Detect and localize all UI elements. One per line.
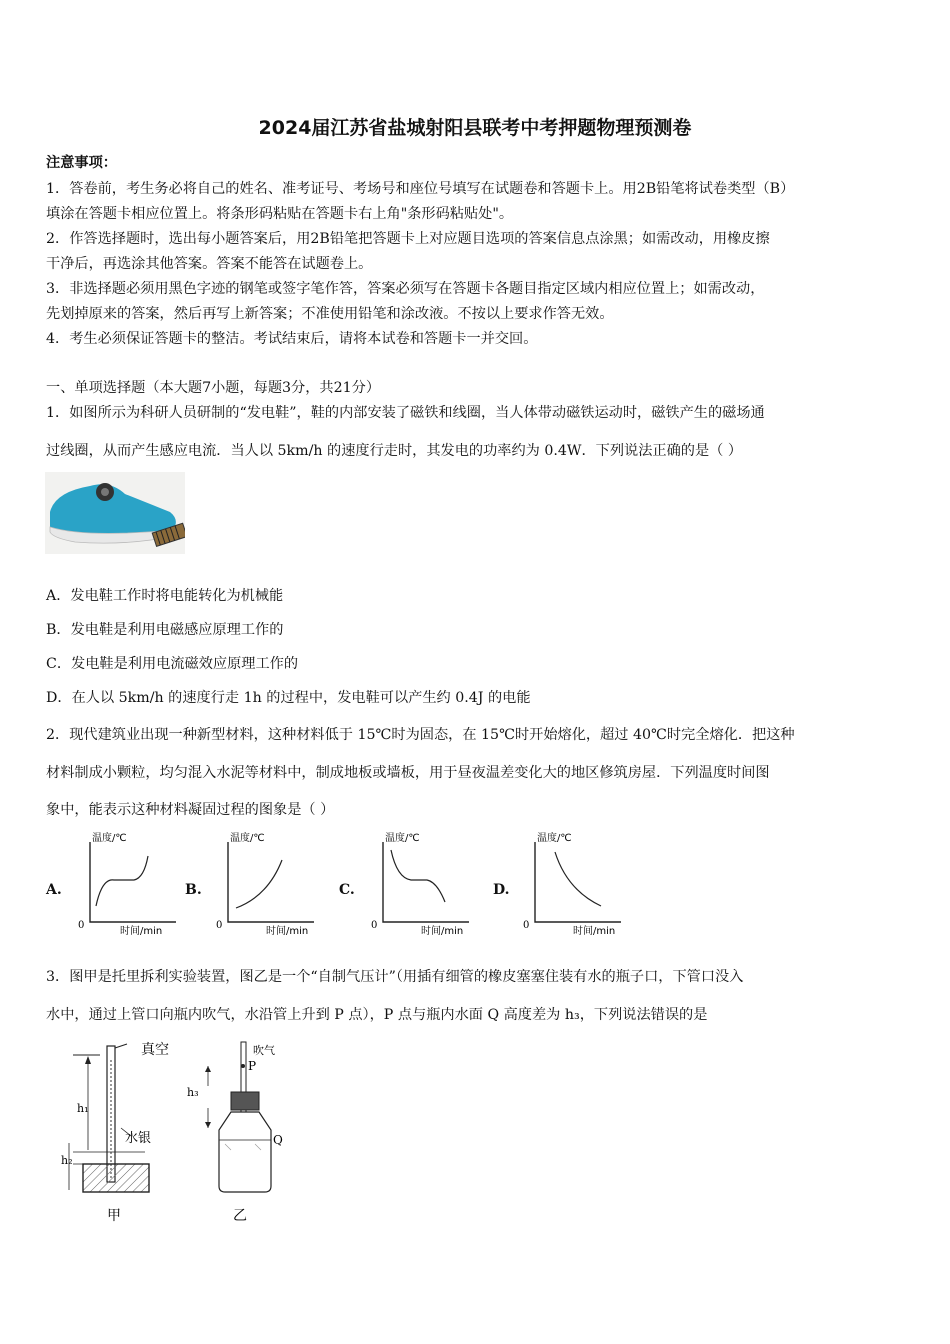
y-axis-label: 温度/℃ — [537, 833, 572, 844]
vacuum-label: 真空 — [141, 1042, 169, 1058]
q1-option-b: B．发电鞋是利用电磁感应原理工作的 — [46, 622, 284, 638]
origin-label: 0 — [216, 920, 223, 931]
q3-text: 3．图甲是托里拆利实验装置，图乙是一个“自制气压计”（用插有细管的橡皮塞塞住装有水的瓶子口，下管口没入 — [46, 969, 744, 985]
origin-label: 0 — [523, 920, 530, 931]
h2-label: h₂ — [61, 1154, 73, 1167]
graph-c-label: C. — [339, 882, 355, 898]
q1-option-a: A．发电鞋工作时将电能转化为机械能 — [46, 588, 284, 604]
notice-line: 3．非选择题必须用黑色字迹的钢笔或签字笔作答，答案必须写在答题卡各题目指定区域内相应位置上；如需改动， — [46, 281, 765, 297]
graph-b — [210, 830, 360, 938]
notice-line: 2．作答选择题时，选出每小题答案后，用2B铅笔把答题卡上对应题目选项的答案信息点涂黑；如需改动，用橡皮擦 — [46, 231, 770, 247]
homemade-barometer — [187, 1042, 283, 1224]
blow-label: 吹气 — [253, 1044, 275, 1057]
graph-d-label: D. — [493, 882, 510, 898]
q3-text: 水中，通过上管口向瓶内吹气，水沿管上升到 P 点），P 点与瓶内水面 Q 高度差为 h₃，下列说法错误的是 — [46, 1007, 708, 1023]
origin-label: 0 — [78, 920, 85, 931]
barometer-figure — [55, 1040, 315, 1230]
y-axis-label: 温度/℃ — [92, 833, 127, 844]
h1-label: h₁ — [77, 1102, 89, 1115]
q1-text: 过线圈，从而产生感应电流．当人以 5km/h 的速度行走时，其发电的功率约为 0.4W．下列说法正确的是（ ） — [46, 443, 743, 459]
jia-label: 甲 — [107, 1208, 121, 1224]
yi-label: 乙 — [233, 1208, 247, 1224]
p-label: P — [248, 1059, 257, 1073]
h3-label: h₃ — [187, 1086, 199, 1099]
q1-option-c: C．发电鞋是利用电流磁效应原理工作的 — [46, 656, 299, 672]
notice-heading: 注意事项： — [46, 155, 117, 171]
x-axis-label: 时间/min — [266, 926, 309, 937]
origin-label: 0 — [371, 920, 378, 931]
q2-text: 象中，能表示这种材料凝固过程的图象是（ ） — [46, 802, 335, 818]
generator-shoe-image — [45, 472, 185, 554]
graph-d — [517, 830, 667, 938]
torricelli-apparatus — [61, 1041, 169, 1224]
notice-line: 4．考生必须保证答题卡的整洁。考试结束后，请将本试卷和答题卡一并交回。 — [46, 331, 538, 347]
notice-line: 填涂在答题卡相应位置上。将条形码粘贴在答题卡右上角"条形码粘贴处"。 — [46, 206, 514, 222]
graph-a-label: A. — [46, 882, 62, 898]
notice-line: 先划掉原来的答案，然后再写上新答案；不准使用铅笔和涂改液。不按以上要求作答无效。 — [46, 306, 614, 322]
q2-text: 2．现代建筑业出现一种新型材料，这种材料低于 15℃时为固态，在 15℃时开始熔化，超过 40℃时完全熔化．把这种 — [46, 727, 795, 743]
graph-b-label: B. — [185, 882, 202, 898]
q1-option-d: D．在人以 5km/h 的速度行走 1h 的过程中，发电鞋可以产生约 0.4J 的电能 — [46, 690, 531, 706]
exam-title: 2024届江苏省盐城射阳县联考中考押题物理预测卷 — [258, 117, 692, 139]
x-axis-label: 时间/min — [421, 926, 464, 937]
notice-line: 干净后，再选涂其他答案。答案不能答在试题卷上。 — [46, 256, 373, 272]
section-heading: 一、单项选择题（本大题7小题，每题3分，共21分） — [46, 380, 381, 396]
y-axis-label: 温度/℃ — [385, 833, 420, 844]
x-axis-label: 时间/min — [573, 926, 616, 937]
q2-text: 材料制成小颗粒，均匀混入水泥等材料中，制成地板或墙板，用于昼夜温差变化大的地区修筑房屋．下列温度时间图 — [46, 765, 770, 781]
mercury-label: 水银 — [125, 1131, 152, 1146]
notice-line: 1．答卷前，考生务必将自己的姓名、准考证号、考场号和座位号填写在试题卷和答题卡上。用2B铅笔将试卷类型（B） — [46, 181, 795, 197]
q1-text: 1．如图所示为科研人员研制的“发电鞋”，鞋的内部安装了磁铁和线圈，当人体带动磁铁运动时，磁铁产生的磁场通 — [46, 405, 765, 421]
x-axis-label: 时间/min — [120, 926, 163, 937]
y-axis-label: 温度/℃ — [230, 833, 265, 844]
q-label: Q — [273, 1133, 283, 1147]
